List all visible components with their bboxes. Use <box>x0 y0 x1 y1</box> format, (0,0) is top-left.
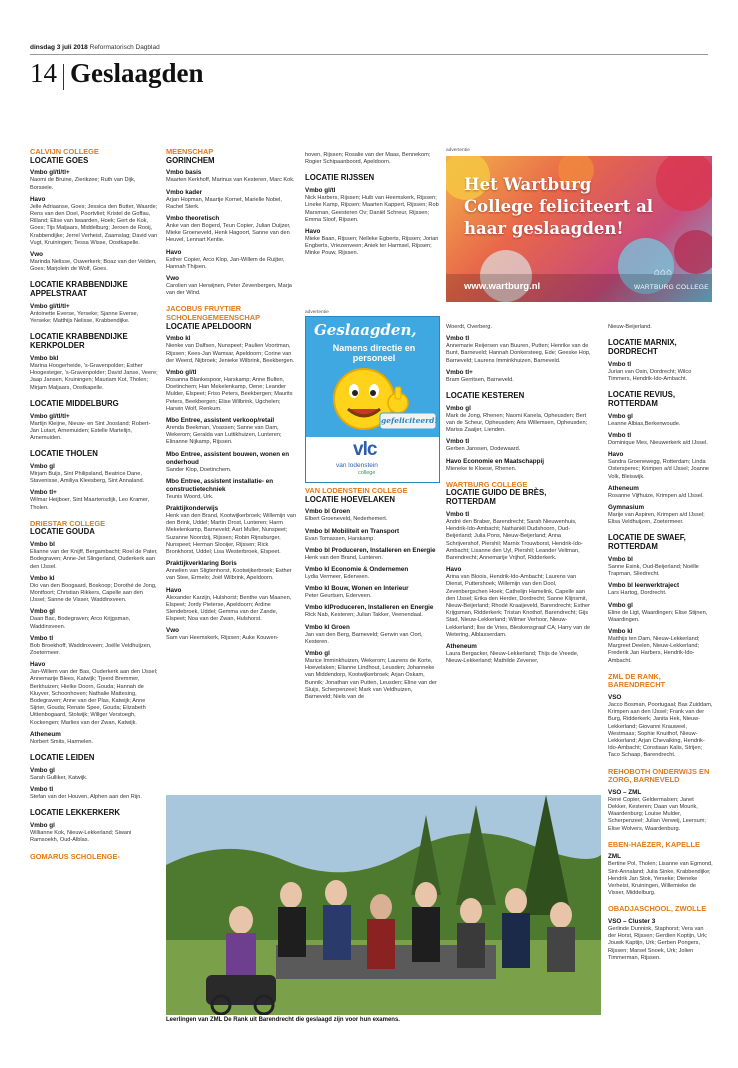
level-label: Vmbo tl <box>446 438 470 446</box>
level-group <box>608 602 713 624</box>
graduate-names: Norbert Smits, Harmelen. <box>30 738 94 745</box>
level-label: Mbo Entree, assistent installatie- en constructietechniek <box>166 477 274 493</box>
level-label: Vmbo gl/tl/tl+ <box>30 303 70 311</box>
column-3-bottom <box>305 487 440 793</box>
level-label: Vmbo bl <box>30 541 55 549</box>
graduates-photo-art <box>166 795 601 1015</box>
level-label: Vmbo kl <box>30 574 55 582</box>
level-group <box>30 169 158 191</box>
graduate-names: Gerben Janssen, Dodewaard. <box>446 446 521 453</box>
level-label: Vmbo klProduceren, Installeren en Energie <box>305 604 434 612</box>
ad-script-title: Geslaagden, <box>314 321 417 339</box>
level-group <box>446 405 594 435</box>
level-label: Vmbo tl <box>30 786 54 794</box>
level-group <box>166 587 296 624</box>
location-heading: LOCATIE MIDDELBURG <box>30 398 119 408</box>
level-label: ZML <box>608 853 621 861</box>
level-label: Vmbo tl <box>30 634 54 642</box>
graduate-names: Rosanne Vijfhuize, Krimpen a/d IJssel. <box>608 492 704 499</box>
level-label: Vmbo kl <box>608 628 633 636</box>
level-group <box>608 432 713 447</box>
graduate-names: René Copier, Geldermalsen; Janet Dekker, Kesteren; Daan van Mourik, Waardenburg; Louise Mulder, Scherpenzeel; Julian Verweij, Leersum; Elise Wolvers, Waardenburg. <box>608 796 706 832</box>
school-name: ZML DE RANK, BARENDRECHT <box>608 671 666 690</box>
level-label: Havo <box>30 661 46 669</box>
level-group <box>166 505 296 556</box>
location-heading: LOCATIE GOES <box>30 155 89 165</box>
level-label: Vmbo theoretisch <box>166 215 220 222</box>
level-group <box>30 489 158 511</box>
school-section <box>305 487 440 701</box>
level-group <box>608 361 713 383</box>
location-heading: LOCATIE LEKKERKERK <box>30 808 120 818</box>
graduate-names: Sanne Esink, Oud-Beijerland; Noëlle Trapman, Sliedrecht. <box>608 564 699 578</box>
level-group <box>30 608 158 630</box>
location-heading: GORINCHEM <box>166 155 215 165</box>
school-section <box>608 391 713 526</box>
graduate-names: Leanne Albias,Berkenwoude. <box>608 420 681 427</box>
wartburg-url[interactable]: www.wartburg.nl <box>464 281 541 292</box>
graduate-names: Carolien van Herwijnen, Peter Zevenbergen, Marja van der Wind. <box>166 283 292 297</box>
level-label: Vmbo tl+ <box>30 489 57 497</box>
graduate-names: Nieuw-Beijerland. <box>608 324 652 330</box>
level-group <box>446 458 594 473</box>
graduate-names: Elianne van der Knijff, Bergambacht; Roel de Pater, Bodegraven; Anne-Jet Slingerland, Ouderkerk aan den IJssel. <box>30 549 158 570</box>
level-label: Vmbo gl <box>446 404 471 412</box>
level-label: Vmbo kl Groen <box>305 623 350 631</box>
level-label: Vmbo gl <box>305 650 330 658</box>
wartburg-brand: WARTBURG COLLEGE <box>634 284 709 291</box>
location-heading: LOCATIE GOUDA <box>30 527 95 537</box>
header-rule <box>30 54 708 55</box>
graduate-names: Maarten Kerkhoff, Marinus van Kesteren, Marc Kok. <box>166 177 295 184</box>
level-group <box>446 324 594 331</box>
graduate-names: Jan van den Berg, Barneveld; Gerwin van Oort, Kesteren. <box>305 631 423 645</box>
graduate-names: Woerdt, Overberg. <box>446 324 492 330</box>
column-4 <box>446 320 594 795</box>
graduate-names: Anke van den Bogerd, Teun Copier, Julian Duijzer, Mieke Groeneveld, Henk Hagoort, Sanne van den Heuvel, Lennart Kentie. <box>166 223 291 244</box>
level-label: Vwo <box>166 275 179 283</box>
location-heading: LOCATIE GUIDO DE BRÈS, ROTTERDAM <box>446 488 547 507</box>
level-label: Vmbo tl <box>608 360 632 368</box>
graduate-names: Dio van den Boogaard, Boskoop; Dorothé de Jong, Montfoort; Christian Rikkers, Capelle aan den IJssel; Sanne de Visser, Waddinxveen. <box>30 582 157 604</box>
graduate-names: Annemarie Reijersen van Buuren, Putten; Henrike van de Bunt, Barneveld; Hannah Donkersteeg, Ede; Geeske Hop, Barneveld; Laurens Imminkhuizen, Barneveld. <box>446 343 591 364</box>
school-name: OBADJASCHOOL, ZWOLLE <box>608 904 707 914</box>
level-label: Vmbo bl Produceren, Installeren en Energie <box>305 546 436 554</box>
level-label: Vmbo gl <box>608 412 633 420</box>
vanlodenstein-ad[interactable] <box>305 316 440 483</box>
level-group <box>30 303 158 325</box>
level-label: Vmbo gl/tl <box>305 187 336 195</box>
level-label: Vmbo bl Groen <box>305 508 351 516</box>
level-group <box>305 650 440 701</box>
level-group <box>166 215 296 245</box>
graduate-names: Teunis Woord, Urk. <box>166 493 214 500</box>
level-label: Vmbo kl Economie & Ondernemen <box>305 566 409 573</box>
school-name: WARTBURG COLLEGE <box>446 479 528 489</box>
level-group <box>608 451 713 481</box>
graduate-names: Sandra Groenewegg, Rotterdam; Linda Ostersperec; Krimpen a/d IJssel; Joanne Volk, Bleiswijk. <box>608 459 710 480</box>
level-label: Vmbo bl leerwerktraject <box>608 582 680 590</box>
graduate-names: Matthijs ten Dam, Nieuw-Lekkerland; Margreet Deelen, Nieuw-Lekkerland; Frederik Jan Harbers, Hendrik-Ido-Ambacht. <box>608 636 700 664</box>
school-name: DRIESTAR COLLEGE <box>30 518 106 528</box>
level-group <box>446 438 594 453</box>
level-label: Vmbo gl <box>30 463 55 471</box>
location-heading: LOCATIE REVIUS, ROTTERDAM <box>608 390 676 408</box>
level-label: Havo <box>30 195 46 203</box>
ad-label: advertentie <box>305 310 329 315</box>
level-label: Vmbo tl <box>446 511 470 519</box>
level-group <box>608 485 713 500</box>
level-label: Vmbo tl <box>608 432 632 439</box>
level-label: Vmbo gl <box>608 601 633 609</box>
level-group <box>305 547 440 562</box>
photo-caption: Leerlingen van ZML De Rank uit Barendrecht die geslaagd zijn voor hun examens. <box>166 1017 400 1023</box>
level-label: Atheneum <box>30 730 61 738</box>
graduate-names: Evan Tomassen, Harskamp. <box>305 535 375 542</box>
level-label: Vmbo bl <box>608 556 633 564</box>
school-section <box>305 174 440 257</box>
location-heading: LOCATIE KRABBENDIJKE KERKPOLDER <box>30 332 128 351</box>
wartburg-ad[interactable] <box>446 156 712 302</box>
level-label: Havo <box>608 451 624 459</box>
level-label: Vmbo gl/tl/tl+ <box>30 169 70 177</box>
level-group <box>305 585 440 600</box>
graduate-names: Bertine Pol, Tholen; Lisanne van Egmond, Sint-Annaland; Julia Sinke, Krabbendijke; Hendrik Jan Stok, Yerseke; Dieneke Verheist, Kruiningen, Willemieke de Visser, Middelburg. <box>608 861 713 897</box>
graduate-names: Henk van den Brand, Lunteren. <box>305 554 383 561</box>
level-label: Atheneum <box>446 643 477 651</box>
school-section <box>30 400 158 442</box>
level-group <box>608 556 713 578</box>
level-group <box>305 604 440 619</box>
vlc-logo: vlc <box>353 439 377 460</box>
graduate-names: Esther Copier, Arco Klop, Jan-Willem de Ruijter, Hannah Thijsen. <box>166 256 285 270</box>
location-heading: LOCATIE THOLEN <box>30 449 98 459</box>
location-heading: LOCATIE DE SWAEF, ROTTERDAM <box>608 533 686 552</box>
level-group <box>608 694 713 760</box>
level-label: Vmbo bl Mobiliteit en Transport <box>305 527 400 535</box>
location-heading: LOCATIE KRABBENDIJKE APPELSTRAAT <box>30 280 128 299</box>
school-section <box>446 324 594 384</box>
graduate-names: Nienke van Dalfsen, Nunspeet; Paulien Voortman, Rijssen; Kees-Jan Wamsar, Apeldoorn; Corine van der Weerd, Nijbroek; Jenieke Wilbrink, Beekbergen. <box>166 343 295 364</box>
graduate-names: Marina Hoogerheide, 's-Gravenpolder; Esther Hoogesteger, 's-Gravenpolder; David Janse, Veere; Jaap Jansen, Kruiningen; Mauriam Kot, Tholen; Mirjam Maljaars, Oostkapelle. <box>30 363 158 391</box>
school-section <box>30 754 158 801</box>
school-section <box>30 333 158 391</box>
graduate-names: Rick Nab, Kesteren; Julian Takker, Veenendaal. <box>305 612 423 619</box>
title-separator <box>63 64 64 90</box>
level-group <box>305 187 440 224</box>
level-group <box>30 413 158 443</box>
graduate-names: hoven, Rijssen; Rosalie van der Maas, Bennekom; Rogier Schipaanboord, Apeldoorn. <box>305 152 431 166</box>
school-name: CALVIJN COLLEGE <box>30 148 99 156</box>
graduate-names: Jacco Bosman, Poortugaal; Bas Zuiddam, Krimpen aan den IJssel; Frank van der Burg, Ridderkerk; Janita Hek, Nieuw-Lekkerland; Giovanni Krauweel, Westmaas; Sophie Knuithof, Nieuw-Lekkerland; Arjan Chevalking, Hendrik-Ido-Ambacht; Constiaan Kalis, Strijen; Taco Schaap, Barendrecht. <box>608 702 713 759</box>
graduate-names: Sam van Heemskerk, Rijssen; Auke Kouwen- <box>166 635 279 642</box>
graduate-names: Wilmar Heijboer, Sint Maartensdijk, Leo Kramer, Tholen. <box>30 497 150 511</box>
level-group <box>608 789 713 833</box>
graduate-names: Lars Hartog, Dordrecht. <box>608 590 667 597</box>
school-section <box>446 392 594 473</box>
school-name: JACOBUS FRUYTIER SCHOLENGEMEENSCHAP <box>166 304 261 323</box>
column-1 <box>30 148 158 1028</box>
graduate-names: Willianne Kok, Nieuw-Lekkerland; Siwani Ramsoekh, Oud-Alblas. <box>30 830 132 844</box>
school-section <box>608 841 713 898</box>
graduate-names: Daan Bac, Bodegraven; Arco Krijgsman, Waddinxveen. <box>30 616 131 630</box>
level-group <box>305 624 440 646</box>
graduate-names: Nick Harbers, Rijssen; Huib van Heemskerk, Rijssen; Lineke Kamp, Rijssen; Maarten Kappert, Rijssen; Rob Marsman, Geesteren Ov; Daniël Schreur, Rijssen; Emma Sloof, Rijssen. <box>305 195 439 223</box>
school-section <box>446 481 594 666</box>
school-name: EBEN-HAËZER, KAPELLE <box>608 839 700 849</box>
level-label: Havo <box>166 586 182 594</box>
level-label: Vmbo gl <box>30 608 55 616</box>
graduate-names: Eline de Ligt, Waardingen; Elise Stijnen, Waardingen. <box>608 609 708 623</box>
level-group <box>166 249 296 271</box>
graduate-names: Sarah Gulliker, Katwijk. <box>30 774 88 781</box>
level-group <box>30 575 158 605</box>
level-label: Vmbo gl/tl <box>166 369 197 377</box>
graduate-names: Dominique Mes, Nieuwerkerk a/d IJssel. <box>608 440 708 446</box>
graduate-names: Laura Bergacker, Nieuw-Lekkerland; Thijs de Vreede, Nieuw-Lekkerland; Mathilde Zevener, <box>446 651 579 665</box>
graduate-names: Marinda Nelisse, Ouwerkerk; Boaz van der Velden, Goes; Marjolein de Wolf, Goes. <box>30 259 157 273</box>
level-group <box>166 275 296 297</box>
level-group <box>30 541 158 571</box>
level-group <box>166 451 296 474</box>
school-section <box>30 520 158 746</box>
graduate-names: Alexander Karzijn, Hulshorst; Benthe van Maanen, Elspeet; Jordy Pieterse, Apeldoorn; Ardine Slendebroek, Uddel; Gemma van der Zande, Elspeet; Noa van der Zwan, Hulshorst. <box>166 594 292 623</box>
graduate-names: Mirjam Buijs, Sint Philipsland, Beatrice Dane, Stavenisse, Amiliya Kleesberg, Sint Annaland. <box>30 471 145 485</box>
graduate-names: André den Braber, Barendrecht; Sarah Nieuwenhuis, Hendrik-Ido-Ambacht; Nathaniël Dudshoorn, Oud-Beijerland; Julia Pons, Nieuw-Beijerland; Anna Schrijvershof, Piershil; Marnix Trouwborst, Hendrik-Ido-Ambacht; Lisanne den Uyl, Piershil; Leander Veltman, Barendrecht; Annemarije Vrijhof, Ridderkerk. <box>446 519 583 562</box>
wheelchair-icon <box>206 975 276 1005</box>
school-section <box>166 148 296 297</box>
level-group <box>305 508 440 523</box>
level-label: Havo <box>166 248 182 256</box>
graduate-names: Martijn Kleijne, Nieuw- en Sint Joosland; Robert-Jan Lutart, Arnemuiden; Estelle Martelijn, Arnemuiden. <box>30 420 151 442</box>
school-section <box>305 152 440 166</box>
level-label: Gymnasium <box>608 504 645 512</box>
level-label: VSO – ZML <box>608 788 642 796</box>
school-section <box>30 148 158 273</box>
level-group <box>446 643 594 665</box>
level-group <box>166 417 296 447</box>
ad-label: advertentie <box>446 148 470 153</box>
page-title: Geslaagden <box>70 58 204 88</box>
level-label: Mbo Entree, assistent bouwen, wonen en onderhoud <box>166 450 290 466</box>
location-heading: LOCATIE KESTEREN <box>446 391 525 401</box>
level-group <box>608 504 713 526</box>
level-group <box>30 786 158 801</box>
level-label: Vmbo basis <box>166 169 202 177</box>
graduate-names: Mark de Jong, Rhenen; Naomi Kanela, Opheusden; Bert van de Scheur, Opheusden; Aris Willemsen, Opheusden; Marisa Zaaijer, Lienden. <box>446 412 588 434</box>
school-section <box>30 809 158 844</box>
level-group <box>305 566 440 581</box>
vlc-logo-name: van lodenstein <box>336 462 378 469</box>
level-label: Vmbo tl+ <box>446 368 473 376</box>
level-label: Praktijkonderwijs <box>166 505 219 513</box>
level-label: Havo Economie en Maatschappij <box>446 457 544 465</box>
vlc-logo-sub: college <box>358 470 376 476</box>
level-label: Mbo Entree, assistent verkoop/retail <box>166 417 275 425</box>
school-section <box>608 534 713 664</box>
level-group <box>446 335 594 365</box>
level-group <box>608 918 713 962</box>
graduate-names: Stefan van der Houven, Alphen aan den Rijn. <box>30 794 142 801</box>
header-date: dinsdag 3 juli 2018 <box>30 44 88 51</box>
level-label: Praktijkverklaring Boris <box>166 560 237 568</box>
level-group <box>305 528 440 543</box>
level-group <box>166 189 296 211</box>
graduate-names: Naomi de Bruine, Zierikzee; Ruth van Dijk, Borssele. <box>30 177 136 191</box>
level-group <box>166 369 296 413</box>
level-group <box>608 413 713 428</box>
graduate-names: Jurian van Osin, Dordrecht; Wilco Timmers, Hendrik-Ido-Ambacht. <box>608 368 692 382</box>
graduate-names: Elbert Groeneveld, Nederhemert. <box>305 516 388 523</box>
column-2 <box>166 148 296 793</box>
level-group <box>608 582 713 597</box>
level-group <box>30 731 158 746</box>
level-label: VSO – Cluster 3 <box>608 918 656 926</box>
graduate-names: Peter Geurtsen, Ederveen. <box>305 593 372 600</box>
location-heading: LOCATIE LEIDEN <box>30 753 95 763</box>
graduate-names: Antoinette Everse, Yerseke; Sjanne Everse, Yerseke; Matthijs Nelisse, Krabbendijke. <box>30 311 139 325</box>
graduate-names: Annelien van Sligtenhorst, Kootwijkerbroek; Esther van Stee, Ermelo; Joël Wilbrink, Apeldoorn. <box>166 568 292 582</box>
location-heading: LOCATIE RIJSSEN <box>305 173 375 183</box>
graduate-names: Gerlinde Dunnink, Staphorst; Vera van der Horst, Rijssen; Gerdien Koptijn, Urk; Jouwk Kaptijn, Urk; Gerben Pongers, Rijssen; Marsel Snoek, Urk; Jolien Timmerman, Rijssen. <box>608 926 708 961</box>
page-number: 14 <box>30 58 57 88</box>
graduate-names: Jelle Adriaanse, Goes; Jessica den Butter, Waarde; Rens van den Doel, Poortvliet; Kristel de Goffau, Rilland; Elise van Iwaarden, Hoek; Gert de Kok, Goes; Tijs Maljaars, Middelburg; Jeroen de Rooij, Krabbendijke; Jerrel Verheist, Zaamslag; David van Vugt, Kruiningen; Tessa Wisse, Oostkapelle. <box>30 203 158 246</box>
school-section <box>30 281 158 325</box>
graduate-names: Marije van Aspiren, Krimpen a/d IJssel; Elisa Veldhuijzen, Zoetermeer. <box>608 512 705 526</box>
level-group <box>30 635 158 657</box>
school-section <box>608 339 713 383</box>
school-section <box>30 853 158 862</box>
graduate-names: Arenda Beekman, Voassen; Sanne van Dam, Wekerom; Geralda van Luttikhuizen, Lunteren; Elinanne Nijkamp, Rijssen. <box>166 425 282 446</box>
school-section <box>608 905 713 962</box>
level-group <box>305 228 440 258</box>
level-group <box>608 853 713 897</box>
graduates-photo <box>166 795 601 1015</box>
level-group <box>30 661 158 727</box>
level-group <box>446 566 594 639</box>
level-group <box>30 196 158 247</box>
level-group <box>30 767 158 782</box>
level-label: Vmbo kader <box>166 188 203 196</box>
level-label: VSO <box>608 694 622 702</box>
school-name: GOMARUS SCHOLENGE- <box>30 851 120 861</box>
graduate-names: Mieneke te Kloese, Rhenen. <box>446 465 517 472</box>
ad-tagline: Namens directie en personeel <box>332 343 416 363</box>
level-label: Atheneum <box>608 484 639 492</box>
graduate-names: Rosanna Blankespoor, Harskamp; Anne Bulten, Doetinchem; Han Mekelenkamp, Oene; Leander Mulder, Elspeet; Friso Peters, Beekbergen; Maurits Peters, Beekbergen; Elise Wilbrink, Ugchelen; Harwin Wolf, Renkum. <box>166 377 293 412</box>
graduate-names: Bob Broekhoff, Waddinxveen; Joëlle Veldhuijzen, Zoetermeer. <box>30 642 152 657</box>
location-heading: LOCATIE MARNIX, DORDRECHT <box>608 338 677 356</box>
level-group <box>166 335 296 365</box>
level-label: Vmbo gl/tl/tl+ <box>30 412 70 420</box>
column-3-top <box>305 148 440 308</box>
graduate-names: Sander Klop, Doetinchem. <box>166 466 232 473</box>
level-group <box>446 369 594 384</box>
level-label: Vmbo kl Bouw, Wonen en Interieur <box>305 585 409 593</box>
school-name: MEENSCHAP <box>166 148 214 156</box>
level-group <box>166 627 296 642</box>
graduate-names: Mieke Baan, Rijssen; Nelleke Egberts, Rijssen; Jorian Engberts, Vriezenveen; Aniek ter Harmsel, Rijssen; Minke Pouw, Rijssen. <box>305 236 439 257</box>
level-label: Vmbo bkl <box>30 355 59 363</box>
level-group <box>166 169 296 184</box>
school-name: VAN LODENSTEIN COLLEGE <box>305 487 408 495</box>
header-date-line <box>30 44 160 51</box>
column-5 <box>608 320 713 1032</box>
level-group <box>30 251 158 273</box>
school-section <box>608 768 713 833</box>
level-group <box>446 511 594 562</box>
school-section <box>166 305 296 642</box>
graduate-names: Lydia Vermeer, Ederveen. <box>305 574 370 580</box>
level-group <box>608 628 713 665</box>
graduate-names: Henk van den Brand, Kootwijkerbroek; Willemijn van den Brink, Uddel; Martin Drost, Lunteren; Harm Mekelenkamp, Barneveld; Aart Muller, Nunspeet; Suzanne Noordzij, Rijssen; Robin Rijnsburger, Nunspeet; Herman Slooijer, Rijssen; Rick Bronkhorst, Uddel; Lisa Westerbroek, Elspeet. <box>166 513 296 556</box>
wartburg-headline: Het Wartburg College feliciteert al haar geslaagden! <box>464 175 654 238</box>
level-label: Vmbo kl <box>166 335 191 343</box>
level-group <box>166 478 296 501</box>
level-label: Havo <box>446 566 462 574</box>
graduate-names: Bram Gerritsen, Barneveld. <box>446 376 514 383</box>
level-group <box>30 822 158 844</box>
level-label: Vwo <box>166 627 179 635</box>
school-section <box>608 324 713 331</box>
level-label: Vmbo gl <box>30 766 55 774</box>
level-group <box>305 152 440 166</box>
level-label: Vwo <box>30 251 43 259</box>
level-group <box>30 463 158 485</box>
school-section <box>608 673 713 760</box>
level-label: Havo <box>305 228 321 236</box>
graduate-names: Marice Imminkhuizen, Wekerom; Laurens de Korte, Hoevelaken; Elianne Lindhout, Leusden; Johanneke van Middendorp, Kootwijkerbroek; Arjan Oskam, Bunnik; Jonathan van Putten, Leusden; Eline van der Sluijs, Scherpenzeel; Mark van Veldhuizen, Barneveld; Niels van de <box>305 658 437 701</box>
graduate-names: Arjan Hopman, Maartje Kornet, Marielle Nobel, Rachel Sterk. <box>166 196 282 210</box>
school-name: REHOBOTH ONDERWIJS EN ZORG, BARNEVELD <box>608 766 710 785</box>
graduate-names: Arina van Bloois, Hendrik-Ido-Ambacht; Laurens van Dienst, Puttershoek; Willemijn van den Dool, Zevenbergschen Hoek; Cathelijn Hamelink, Capelle aan den IJssel; Erika den Herder, Dordrecht; Sanne Klijnsmit, Nieuw-Beijerland; Rhodé Kraaijeveld, Barendrecht; Esther Krijgsman, Ridderkerk; Tristan Knothof, Barendrecht; Gijs Stad, Nieuw-Lekkerland; Wilmer Verhoor, Nieuw-Lekkerland; Ilse de Vries, Bleskensgraaf CA; Harry van de Wetering, Alblasserdam. <box>446 574 591 638</box>
level-group <box>166 560 296 582</box>
level-label: Vmbo tl <box>446 335 470 343</box>
location-heading: LOCATIE APELDOORN <box>166 321 252 331</box>
wartburg-logo-icon: ⌂⌂⌂ <box>654 267 673 278</box>
school-section <box>30 450 158 512</box>
header-paper: Reformatorisch Dagblad <box>89 44 160 51</box>
location-heading: LOCATIE HOEVELAKEN <box>305 494 395 504</box>
level-label: Vmbo gl <box>30 822 55 830</box>
level-group <box>608 324 713 331</box>
ad-badge: gefeliciteerd! <box>381 416 438 425</box>
level-group <box>30 355 158 392</box>
graduate-names: Jan-Willem van der Bas, Ouderkerk aan den IJssel; Annemarije Blees, Katwijk; Tjeerd Bremmer, Berkhuizen; Hielke Doorn, Gouda; Hannah de Kluyver, Schoonhoven; Nathalie Mattesing, Bodegraven; Anne van der Plas, Katwijk; Anne Sijrier, Gouda; Renate Spee, Gouda; Elizabeth Uittenbogaard, Stolwijk; Willger Verstoegh, Kockengen; Marlies van der Zwan, Katwijk. <box>30 669 158 726</box>
